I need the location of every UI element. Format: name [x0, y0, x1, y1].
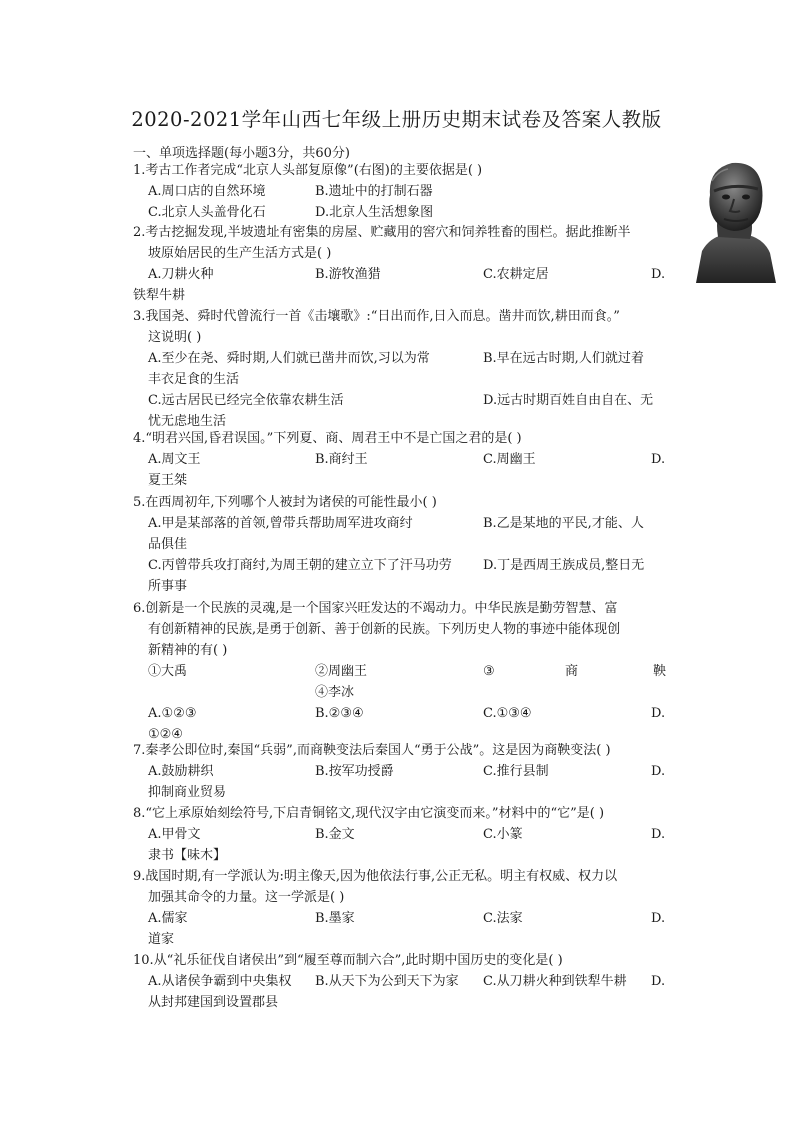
question-8	[133, 803, 668, 866]
question-stem: 8.“它上承原始刻绘符号,下启青铜铭文,现代汉字由它演变而来。”材料中的“它”是( )	[133, 806, 605, 821]
question-stem: 9.战国时期,有一学派认为:明主像天,因为他依法行事,公正无私。明主有权威、权力以	[133, 869, 618, 884]
option-b-cont: 丰衣足食的生活	[148, 372, 240, 387]
question-stem: 10.从“礼乐征伐自诸侯出”到“履至尊而制六合”,此时期中国历史的变化是( )	[133, 953, 563, 968]
peking-man-bust-image	[688, 155, 780, 285]
option-b: B.遗址中的打制石器	[315, 184, 433, 199]
question-stem: 2.考古挖掘发现,半坡遗址有密集的房屋、贮藏用的窖穴和饲养牲畜的围栏。据此推断半	[133, 225, 631, 240]
option-c: C.小篆	[483, 827, 523, 842]
question-stem-cont: 有创新精神的民族,是勇于创新、善于创新的民族。下列历史人物的事迹中能体现创	[148, 622, 621, 637]
option-a: A.①②③	[148, 706, 197, 721]
section-heading: 一、单项选择题(每小题3分，共60分)	[133, 146, 350, 161]
document-title: 2020-2021学年山西七年级上册历史期末试卷及答案人教版	[131, 108, 662, 131]
question-stem-cont: 新精神的有( )	[148, 643, 228, 658]
option-b: B.商纣王	[315, 452, 368, 467]
option-b: B.墨家	[315, 911, 355, 926]
question-stem: 3.我国尧、舜时代曾流行一首《击壤歌》:“日出而作,日入而息。凿井而饮,耕田而食。”	[133, 309, 620, 324]
item-3-char-1: 商	[565, 664, 579, 679]
option-a: A.儒家	[148, 911, 188, 926]
option-d-cont: 忧无虑地生活	[148, 414, 227, 429]
item-1: ①大禹	[148, 664, 188, 679]
question-stem: 7.秦孝公即位时,秦国“兵弱”,而商鞅变法后秦国人“勇于公战”。这是因为商鞅变法( )	[133, 743, 611, 758]
item-3-marker: ③	[483, 664, 495, 679]
option-a: A.至少在尧、舜时期,人们就已凿井而饮,习以为常	[148, 351, 430, 366]
option-b: B.②③④	[315, 706, 364, 721]
option-b: B.早在远古时期,人们就过着	[483, 351, 644, 366]
option-d-text: 隶书【味木】	[148, 848, 227, 863]
option-d-cont: 所事事	[148, 579, 188, 594]
option-c: C.①③④	[483, 706, 532, 721]
option-c: C.法家	[483, 911, 523, 926]
question-10	[133, 950, 668, 1013]
option-d: D.	[651, 267, 666, 282]
question-6	[133, 598, 668, 745]
option-c: C.推行县制	[483, 764, 549, 779]
item-2: ②周幽王	[315, 664, 368, 679]
question-3	[133, 306, 668, 432]
option-d: D.远古时期百姓自由自在、无	[483, 393, 654, 408]
option-a: A.鼓励耕织	[148, 764, 214, 779]
question-stem-cont: 加强其命令的力量。这一学派是( )	[148, 890, 345, 905]
option-c: C.周幽王	[483, 452, 536, 467]
option-a: A.从诸侯争霸到中央集权	[148, 974, 292, 989]
question-stem-cont: 坡原始居民的生产生活方式是( )	[148, 246, 332, 261]
option-c: C.丙曾带兵攻打商纣,为周王朝的建立立下了汗马功劳	[148, 558, 452, 573]
option-d-text: 夏王桀	[148, 473, 188, 488]
option-d-text: 铁犁牛耕	[133, 288, 186, 303]
option-d: D.	[651, 764, 666, 779]
option-b: B.按军功授爵	[315, 764, 394, 779]
question-9	[133, 866, 668, 950]
option-b-cont: 品俱佳	[148, 537, 188, 552]
option-c: C.农耕定居	[483, 267, 549, 282]
question-stem: 6.创新是一个民族的灵魂,是一个国家兴旺发达的不竭动力。中华民族是勤劳智慧、富	[133, 601, 618, 616]
question-stem-cont: 这说明( )	[148, 330, 202, 345]
question-5	[133, 492, 668, 597]
question-4	[133, 428, 668, 491]
question-stem: 1.考古工作者完成“北京人头部复原像”(右图)的主要依据是( )	[133, 163, 483, 178]
option-d: D.	[651, 452, 666, 467]
option-a: A.刀耕火种	[148, 267, 214, 282]
option-b: B.游牧渔猎	[315, 267, 381, 282]
option-d-text: 抑制商业贸易	[148, 785, 227, 800]
item-4: ④李冰	[315, 685, 355, 700]
option-c: C.北京人头盖骨化石	[148, 205, 266, 220]
option-c: C.从刀耕火种到铁犁牛耕	[483, 974, 627, 989]
question-stem: 4.“明君兴国,昏君误国。”下列夏、商、周君王中不是亡国之君的是( )	[133, 431, 522, 446]
option-d: D.	[651, 911, 666, 926]
question-stem: 5.在西周初年,下列哪个人被封为诸侯的可能性最小( )	[133, 495, 437, 510]
option-d-text: 从封邦建国到设置郡县	[148, 995, 279, 1010]
option-b: B.金文	[315, 827, 355, 842]
option-c: C.远古居民已经完全依靠农耕生活	[148, 393, 344, 408]
item-3-char-2: 鞅	[653, 664, 667, 679]
option-b: B.乙是某地的平民,才能、人	[483, 516, 644, 531]
option-d-text: ①②④	[148, 727, 183, 742]
option-a: A.周口店的自然环境	[148, 184, 266, 199]
option-a: A.甲骨文	[148, 827, 201, 842]
question-1	[133, 160, 668, 223]
question-7	[133, 740, 668, 803]
option-a: A.甲是某部落的首领,曾带兵帮助周军进攻商纣	[148, 516, 413, 531]
option-d: D.	[651, 706, 666, 721]
question-2	[133, 222, 668, 306]
option-b: B.从天下为公到天下为家	[315, 974, 459, 989]
option-d: D.	[651, 974, 666, 989]
option-d: D.北京人生活想象图	[315, 205, 434, 220]
option-d: D.	[651, 827, 666, 842]
option-d: D.丁是西周王族成员,整日无	[483, 558, 645, 573]
option-d-text: 道家	[148, 932, 175, 947]
option-a: A.周文王	[148, 452, 201, 467]
